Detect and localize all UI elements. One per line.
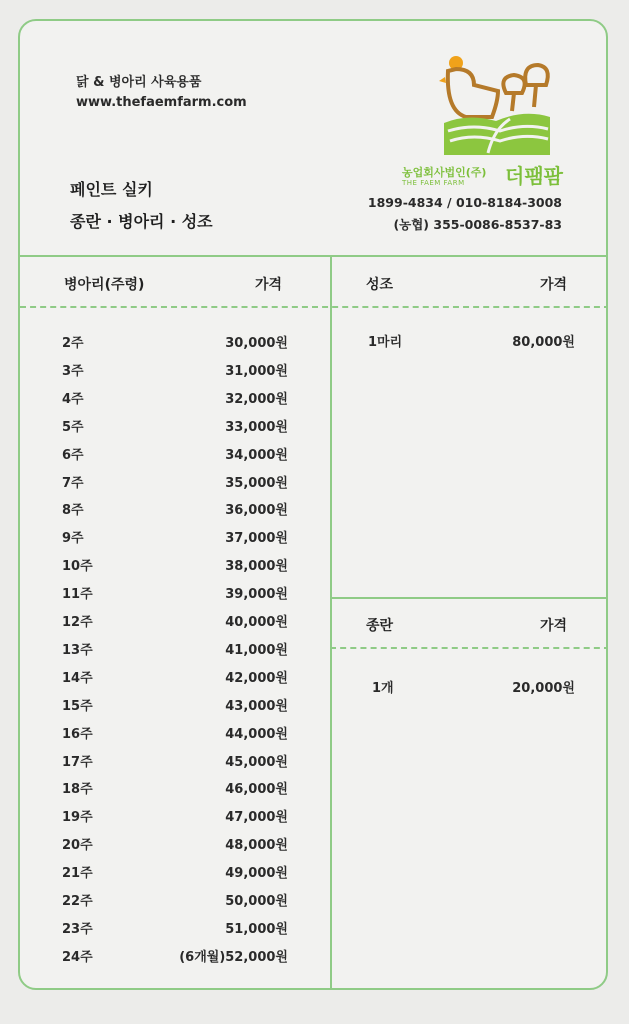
chick-week: 21주 (62, 866, 93, 882)
header-dashed-line (20, 306, 608, 308)
chick-price: 30,000원 (225, 336, 288, 351)
chick-week: 20주 (62, 838, 93, 854)
shop-subtitle: 닭 & 병아리 사육용품 (76, 75, 202, 90)
chick-price: 37,000원 (225, 531, 288, 547)
chick-price-row (62, 918, 288, 946)
chick-price-header: 가격 (255, 277, 283, 293)
chick-price: 45,000원 (225, 754, 288, 770)
chick-week: 15주 (62, 698, 93, 714)
chick-price: 36,000원 (225, 503, 288, 519)
egg-row (372, 677, 575, 705)
chick-price-row (62, 862, 288, 890)
chick-price-row (62, 806, 288, 834)
chick-week: 14주 (62, 670, 93, 686)
section-divider (330, 597, 608, 599)
chick-week: 13주 (62, 642, 93, 658)
chick-week: 22주 (62, 894, 93, 909)
chick-price: 48,000원 (225, 838, 288, 854)
product-title: 페인트 실키 (70, 180, 153, 199)
chick-week: 24주 (62, 949, 93, 965)
chick-price-row (62, 388, 288, 416)
table-top-border (20, 255, 608, 257)
chick-price: 35,000원 (225, 475, 288, 491)
chick-price: 46,000원 (225, 782, 288, 798)
chick-price-row (62, 332, 288, 360)
chick-price: 50,000원 (225, 894, 288, 909)
chick-price-row (62, 667, 288, 695)
chick-price: 34,000원 (225, 447, 288, 463)
chick-price-row (62, 416, 288, 444)
chick-price-row (62, 751, 288, 779)
chick-price: 49,000원 (225, 866, 288, 882)
chick-column-header: 병아리(주령) (64, 277, 145, 293)
chick-price: 31,000원 (225, 363, 288, 379)
chick-price-row (62, 834, 288, 862)
chick-price-row (62, 946, 288, 974)
chick-price-row (62, 444, 288, 472)
chick-week: 12주 (62, 615, 93, 630)
chick-price: 44,000원 (225, 726, 288, 742)
chick-week: 10주 (62, 559, 93, 575)
chick-price-row (62, 695, 288, 723)
chick-week: 18주 (62, 782, 93, 798)
chick-week: 19주 (62, 810, 93, 826)
chick-price-row (62, 890, 288, 918)
chick-week: 7주 (62, 475, 84, 491)
chick-price: 41,000원 (225, 642, 288, 658)
chick-price: 33,000원 (225, 419, 288, 435)
chick-price-row (62, 472, 288, 500)
egg-price-header: 가격 (540, 618, 568, 634)
chick-price-row (62, 555, 288, 583)
chick-price: 43,000원 (225, 698, 288, 714)
egg-price: 20,000원 (512, 681, 575, 696)
egg-dashed-line (330, 647, 608, 649)
chick-price-row (62, 611, 288, 639)
chick-price-row (62, 527, 288, 555)
chick-week: 3주 (62, 363, 84, 379)
chick-price-row (62, 583, 288, 611)
adult-price-header: 가격 (540, 277, 568, 293)
chick-week: 11주 (62, 587, 93, 603)
chick-week: 16주 (62, 726, 93, 742)
chick-price: 42,000원 (225, 670, 288, 686)
chick-week: 9주 (62, 531, 84, 547)
adult-column-header: 성조 (366, 277, 394, 293)
chick-price: 39,000원 (225, 587, 288, 603)
price-card (18, 19, 608, 990)
chick-week: 5주 (62, 419, 84, 435)
chick-price: 47,000원 (225, 810, 288, 826)
chick-week: 17주 (62, 754, 93, 770)
chick-price: 40,000원 (225, 615, 288, 630)
adult-item: 1마리 (368, 335, 403, 350)
chick-price: 51,000원 (225, 921, 288, 937)
chick-price-row (62, 499, 288, 527)
brand-name: 더팸팜 (505, 164, 563, 188)
column-divider (330, 255, 332, 990)
company-name: 농업회사법인(주) (402, 166, 487, 179)
adult-price: 80,000원 (512, 335, 575, 350)
chick-week: 23주 (62, 921, 93, 937)
chick-price: 38,000원 (225, 559, 288, 575)
egg-column-header: 종란 (366, 618, 394, 634)
chick-week: 6주 (62, 447, 84, 463)
website-link[interactable]: www.thefaemfarm.com (76, 95, 247, 110)
company-name-en: THE FAEM FARM (402, 179, 465, 187)
bank-account: (농협) 355-0086-8537-83 (393, 217, 562, 232)
chick-week: 4주 (62, 391, 84, 407)
chick-price-row (62, 778, 288, 806)
egg-item: 1개 (372, 681, 394, 696)
chick-price: (6개월)52,000원 (179, 949, 288, 965)
farm-logo (438, 49, 556, 157)
product-subtitle: 종란 · 병아리 · 성조 (70, 212, 213, 231)
adult-row (368, 331, 575, 359)
chick-price-row (62, 639, 288, 667)
phone-numbers: 1899-4834 / 010-8184-3008 (367, 195, 562, 210)
chick-week: 8주 (62, 503, 84, 519)
chick-price-row (62, 723, 288, 751)
chick-price: 32,000원 (225, 391, 288, 407)
chick-week: 2주 (62, 336, 84, 351)
chick-price-row (62, 360, 288, 388)
